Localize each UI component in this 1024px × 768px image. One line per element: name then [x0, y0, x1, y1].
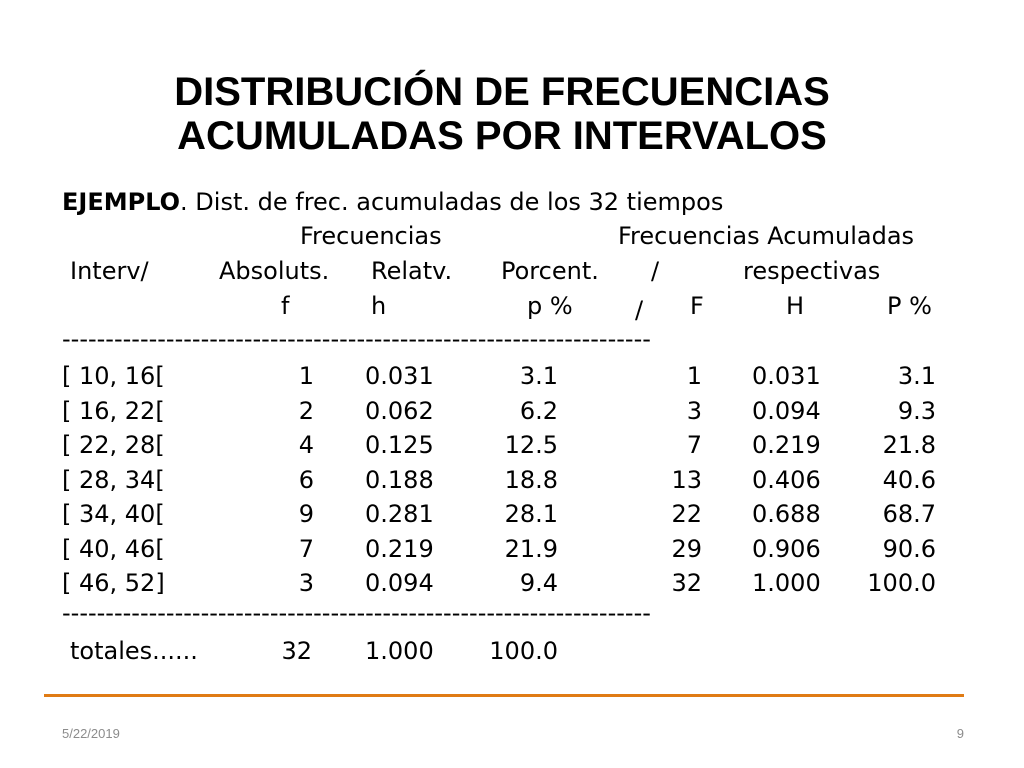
cell-h: 0.031 [365, 362, 434, 390]
cell-p: 28.1 [504, 500, 558, 528]
cell-H: 0.031 [752, 362, 821, 390]
cell-F: 29 [671, 534, 702, 563]
header-h: h [371, 292, 387, 320]
cell-H: 0.688 [752, 500, 821, 528]
separator-top: -------------------------------------------------------------------- [62, 325, 651, 353]
cell-f: 1 [298, 362, 314, 390]
cell-F: 7 [686, 431, 702, 459]
cell-interval: [ 46, 52] [62, 569, 165, 597]
footer-date: 5/22/2019 [62, 726, 120, 741]
totals-row [0, 636, 1024, 666]
cell-P: 9.3 [897, 396, 936, 425]
slide-title [0, 70, 1004, 158]
cell-F: 1 [686, 362, 702, 390]
cell-h: 0.281 [365, 500, 434, 528]
cell-H: 0.219 [752, 431, 821, 459]
cell-P: 21.8 [882, 431, 936, 459]
table-row [0, 568, 1024, 598]
header-row-2 [0, 256, 1024, 286]
cell-interval: [ 34, 40[ [62, 500, 165, 528]
title-line-2: ACUMULADAS POR INTERVALOS [177, 114, 827, 158]
cell-interval: [ 16, 22[ [62, 396, 165, 425]
cell-h: 0.062 [365, 396, 434, 425]
totals-label: totales...... [70, 637, 198, 665]
header-H: H [786, 292, 805, 320]
cell-p: 6.2 [519, 396, 558, 425]
cell-F: 22 [671, 500, 702, 528]
totals-h: 1.000 [365, 637, 434, 665]
separator-top-line [0, 324, 1024, 354]
footer-page-number: 9 [956, 726, 964, 741]
header-absoluts: Absoluts. [219, 257, 330, 285]
cell-p: 9.4 [519, 569, 558, 597]
cell-P: 68.7 [882, 500, 936, 528]
cell-h: 0.094 [365, 569, 434, 597]
intro-line [0, 187, 1024, 217]
table-row [0, 465, 1024, 495]
separator-bottom-line [0, 598, 1024, 628]
totals-p: 100.0 [489, 637, 558, 665]
cell-p: 18.8 [504, 465, 558, 494]
cell-f: 6 [298, 465, 314, 494]
cell-P: 90.6 [882, 534, 936, 563]
cell-p: 3.1 [519, 362, 558, 390]
intro-text [62, 187, 723, 217]
cell-F: 3 [686, 396, 702, 425]
table-row [0, 361, 1024, 391]
header-respectivas: respectivas [743, 257, 881, 285]
header-frecuencias-acumuladas: Frecuencias Acumuladas [618, 222, 915, 250]
cell-F: 32 [671, 569, 702, 597]
header-porcent: Porcent. [501, 257, 599, 285]
cell-h: 0.219 [365, 534, 434, 563]
cell-f: 4 [298, 431, 314, 459]
cell-h: 0.188 [365, 465, 434, 494]
header-slash-1: / [651, 257, 660, 285]
separator-bottom: -------------------------------------------------------------------- [62, 599, 651, 627]
cell-p: 21.9 [504, 534, 558, 563]
footer-rule [44, 694, 964, 697]
cell-F: 13 [671, 465, 702, 494]
table-row [0, 396, 1024, 426]
header-slash-2: / [635, 296, 644, 324]
table-row [0, 430, 1024, 460]
header-interv: Interv/ [70, 257, 149, 285]
header-row-3 [0, 291, 1024, 324]
cell-f: 2 [298, 396, 314, 425]
header-relatv: Relatv. [371, 257, 453, 285]
cell-P: 100.0 [867, 569, 936, 597]
cell-interval: [ 22, 28[ [62, 431, 165, 459]
header-row-1 [0, 221, 1024, 251]
cell-H: 0.906 [752, 534, 821, 563]
cell-h: 0.125 [365, 431, 434, 459]
intro-label: EJEMPLO [62, 188, 181, 216]
header-f: f [281, 292, 290, 320]
table-row [0, 534, 1024, 564]
totals-f: 32 [281, 637, 312, 665]
cell-f: 9 [298, 500, 314, 528]
header-P-pct: P % [887, 292, 932, 320]
table-row [0, 499, 1024, 529]
title-line-1: DISTRIBUCIÓN DE FRECUENCIAS [174, 70, 830, 114]
cell-interval: [ 28, 34[ [62, 465, 165, 494]
cell-P: 3.1 [897, 362, 936, 390]
cell-H: 1.000 [752, 569, 821, 597]
cell-f: 3 [298, 569, 314, 597]
cell-p: 12.5 [504, 431, 558, 459]
cell-interval: [ 10, 16[ [62, 362, 165, 390]
header-frecuencias: Frecuencias [300, 222, 442, 250]
cell-H: 0.094 [752, 396, 821, 425]
header-p-pct: p % [527, 292, 573, 320]
intro-description: . Dist. de frec. acumuladas de los 32 tiempos [180, 188, 724, 216]
cell-f: 7 [298, 534, 314, 563]
cell-P: 40.6 [882, 465, 936, 494]
cell-H: 0.406 [752, 465, 821, 494]
header-F: F [690, 292, 704, 320]
cell-interval: [ 40, 46[ [62, 534, 165, 563]
